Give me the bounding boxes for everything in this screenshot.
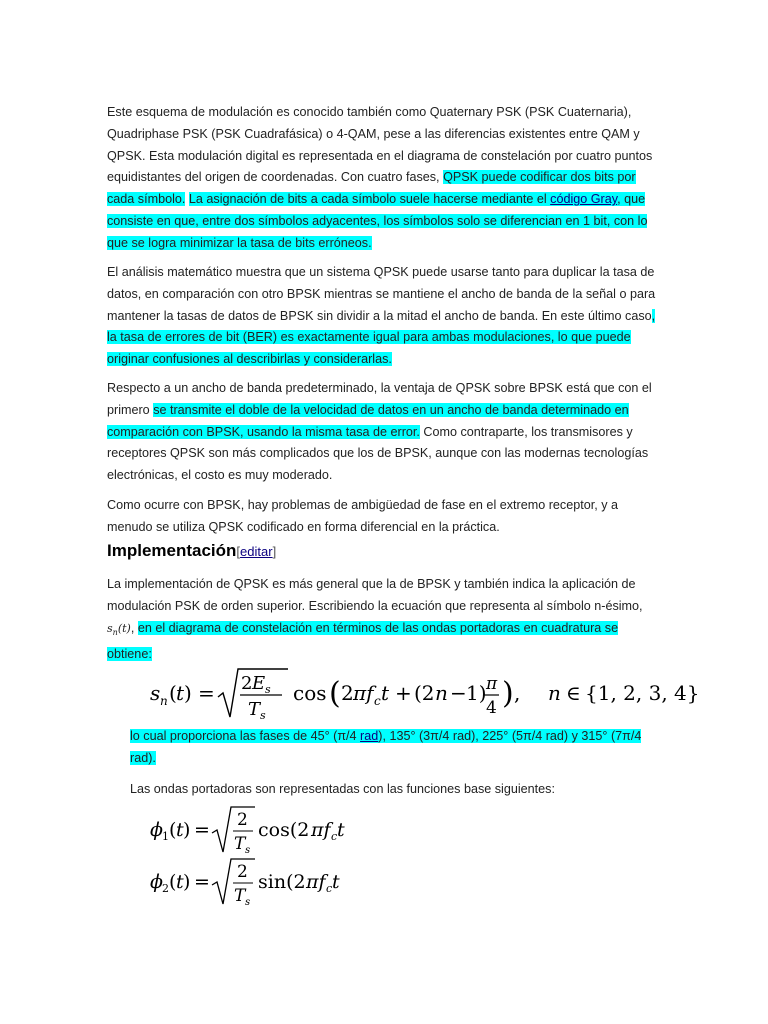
- svg-text:c: c: [331, 830, 338, 843]
- svg-text:πf: πf: [306, 871, 326, 893]
- svg-text:): ): [184, 681, 192, 705]
- svg-text:π: π: [486, 674, 498, 694]
- svg-text:s: s: [265, 683, 271, 696]
- svg-text:−: −: [450, 681, 467, 705]
- svg-text:ϕ: ϕ: [150, 871, 163, 893]
- text: Las ondas portadoras son representadas con las funciones base siguientes:: [130, 782, 555, 796]
- svg-text:(: (: [169, 681, 177, 705]
- svg-text:): ): [502, 676, 514, 711]
- section-heading: [107, 541, 276, 561]
- edit-link[interactable]: editar: [240, 544, 273, 559]
- bracket: [: [236, 544, 241, 559]
- svg-text:2: 2: [237, 810, 248, 830]
- text: Como contraparte, los transmisores y receptores QPSK son más complicados que los de BPSK, aunque con las modernas tecnologías electrónicas, el costo es muy moderado.: [107, 424, 649, 483]
- svg-text:+: +: [395, 681, 412, 705]
- svg-text:s: s: [245, 897, 251, 908]
- highlighted-text: se transmite el doble de la velocidad de datos en un ancho de banda determinado en comparación con BPSK, usando la misma tasa de error.: [107, 402, 629, 439]
- paragraph-basis: [130, 779, 660, 801]
- svg-text:E: E: [252, 673, 266, 694]
- svg-text:t: t: [332, 871, 340, 893]
- text: Como ocurre con BPSK, hay problemas de ambigüedad de fase en el extremo receptor, y a menudo se utiliza QPSK codificado en forma diferencial en la práctica.: [107, 498, 619, 534]
- svg-text:cos: cos: [293, 681, 327, 705]
- svg-text:T: T: [248, 699, 261, 720]
- svg-text:=: =: [194, 819, 210, 841]
- svg-text:2: 2: [162, 882, 169, 895]
- text: La implementación de QPSK es más general que la de BPSK y también indica la aplicación de modulación PSK de orden superior. Escribiendo la ecuación que representa al símbolo n-ésimo,: [107, 577, 643, 613]
- svg-text:c: c: [326, 882, 333, 895]
- svg-text:t: t: [381, 681, 390, 705]
- svg-text:t: t: [337, 819, 345, 841]
- svg-text:∈: ∈: [566, 681, 581, 705]
- inline-formula: $s_n(t)$: [107, 621, 131, 637]
- svg-text:,: ,: [514, 681, 521, 705]
- svg-text:(: (: [169, 871, 177, 893]
- text: La asignación de bits a cada símbolo suele hacerse mediante el: [188, 192, 551, 207]
- equation-sn-graphic: [148, 665, 700, 723]
- equation-basis-functions: [148, 805, 348, 910]
- svg-text:(: (: [329, 676, 341, 711]
- svg-text:1: 1: [162, 830, 169, 843]
- svg-text:{1, 2, 3, 4}: {1, 2, 3, 4}: [585, 681, 700, 705]
- text: ), 135° (3π/4 rad), 225° (5π/4 rad) y 315° (7π/4 rad).: [130, 729, 642, 765]
- svg-text:πf: πf: [311, 819, 331, 841]
- svg-text:): ): [183, 871, 191, 893]
- edit-section: [236, 544, 276, 559]
- paragraph-phases: [130, 726, 660, 770]
- text: Este esquema de modulación es conocido también como Quaternary PSK (PSK Cuaternaria), Quadriphase PSK (PSK Cuadrafásica) o 4-QAM, pese a las diferencias existentes entre QAM y QPSK. Esta modulación digital es representada en el diagrama de constelación por cuatro puntos equidistantes del origen de coordenadas. Con cuatro fases,: [107, 105, 653, 185]
- text: El análisis matemático muestra que un sistema QPSK puede usarse tanto para duplicar la tasa de datos, en comparación con otro BPSK mientras se mantiene el ancho de banda de la señal o para mantener la tasas de datos de BPSK sin dividir a la mitad el ancho de banda. En este último caso: [107, 265, 656, 323]
- svg-text:t: t: [176, 681, 185, 705]
- svg-text:πf: πf: [353, 681, 374, 705]
- heading-title: Implementación: [107, 541, 237, 560]
- svg-text:): ): [183, 819, 191, 841]
- paragraph-analysis: [107, 262, 663, 371]
- svg-text:=: =: [198, 681, 215, 705]
- equation-basis-graphic: [148, 805, 348, 910]
- svg-text:n: n: [435, 681, 448, 705]
- svg-text:sin(2: sin(2: [258, 871, 306, 893]
- svg-text:t: t: [176, 871, 184, 893]
- bracket: ]: [272, 544, 277, 559]
- paragraph-implementation: [107, 574, 663, 665]
- highlighted-text: , la tasa de errores de bit (BER) es exactamente igual para ambas modulaciones, lo que puede originar confusiones al describirlas y considerarlas.: [107, 308, 656, 367]
- svg-text:1): 1): [466, 681, 487, 705]
- svg-text:T: T: [234, 834, 246, 854]
- highlighted-text: QPSK puede codificar dos bits por cada símbolo.: [107, 170, 636, 207]
- link-codigo-gray[interactable]: código Gray: [550, 192, 618, 207]
- equation-sn: [148, 665, 700, 723]
- text: , que consiste en que, entre dos símbolos adyacentes, los símbolos solo se diferencian en 1 bit, con lo que se logra minimizar la tasa de bits erróneos.: [107, 192, 648, 250]
- svg-text:n: n: [548, 681, 561, 705]
- svg-text:2: 2: [341, 681, 354, 705]
- highlighted-text: en el diagrama de constelación en términos de las ondas portadoras en cuadratura se obtiene:: [107, 620, 619, 661]
- paragraph-intro: [107, 102, 663, 255]
- text: lo cual proporciona las fases de 45° (π/4: [130, 729, 361, 743]
- svg-text:ϕ: ϕ: [150, 819, 163, 841]
- svg-text:4: 4: [486, 698, 497, 718]
- svg-text:s: s: [150, 681, 161, 705]
- link-rad[interactable]: rad: [360, 729, 379, 743]
- svg-text:(: (: [169, 819, 177, 841]
- svg-text:s: s: [260, 709, 266, 722]
- paragraph-bandwidth: [107, 378, 663, 487]
- highlighted-text: [130, 729, 641, 765]
- paragraph-ambiguity: [107, 495, 663, 539]
- highlighted-text: [107, 192, 647, 250]
- svg-text:(2: (2: [414, 681, 435, 705]
- svg-text:T: T: [234, 886, 246, 906]
- svg-text:2: 2: [241, 673, 253, 694]
- svg-text:2: 2: [237, 862, 248, 882]
- svg-text:t: t: [176, 819, 184, 841]
- svg-text:c: c: [374, 694, 381, 708]
- svg-text:s: s: [245, 845, 251, 856]
- text: Respecto a un ancho de banda predeterminado, la ventaja de QPSK sobre BPSK está que con el primero: [107, 381, 652, 417]
- svg-text:cos(2: cos(2: [258, 819, 310, 841]
- text: ,: [130, 620, 138, 635]
- svg-text:=: =: [194, 871, 210, 893]
- svg-text:n: n: [160, 694, 168, 708]
